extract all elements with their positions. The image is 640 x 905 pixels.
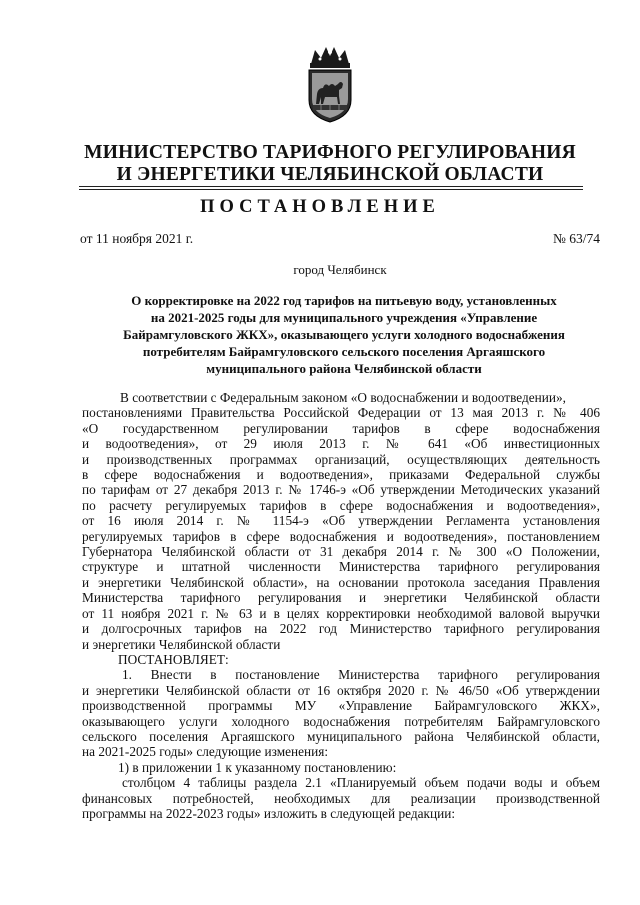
document-type-heading: ПОСТАНОВЛЕНИЕ [200,197,440,217]
resolution-keyword: ПОСТАНОВЛЯЕТ: [118,651,229,667]
body-line: регулируемых тарифов в сфере водоснабжения и водоотведения», постановлением [82,528,600,544]
body-line: 1) в приложении 1 к указанному постановлению: [118,759,397,775]
body-line: Министерства тарифного регулирования и энергетики Челябинской области [82,590,600,606]
body-line: и водоотведения», от 29 июля 2013 г. № 641 «Об инвестиционных [82,436,600,452]
title-line: потребителям Байрамгуловского сельского поселения Аргаяшского [142,344,546,359]
title-line: Байрамгуловского ЖКХ», оказывающего услуги холодного водоснабжения [123,327,565,342]
body-line: от 16 июля 2014 г. № 1154-э «Об утверждении Регламента установления [82,513,600,529]
title-line: муниципального района Челябинской области [206,361,482,376]
body-line: Губернатора Челябинской области от 31 декабря 2014 г. № 300 «О Положении, [82,544,600,560]
title-line: на 2021-2025 годы для муниципального учреждения «Управление [150,310,538,325]
body-line: постановлениями Правительства Российской Федерации от 13 мая 2013 г. № 406 [82,405,600,421]
body-line: в сфере водоснабжения и водоотведения», приказами Федеральной службы [82,467,600,483]
body-line: и энергетики Челябинской области», на основании протокола заседания Правления [82,574,600,590]
body-line: «О государственном регулировании тарифов в сфере водоснабжения [82,420,600,436]
document-date: от 11 ноября 2021 г. [80,231,194,246]
document-city: город Челябинск [293,262,387,277]
body-line: по расчету регулируемых тарифов в сфере водоснабжения и водоотведения», [82,497,600,513]
body-line: на 2021-2025 годы» следующие изменения: [82,744,329,760]
body-line: сельского поселения Аргаяшского муниципального района Челябинской области, [82,728,600,744]
body-line: В соответствии с Федеральным законом «О водоснабжении и водоотведении», [120,390,566,405]
body-line: производственной программы МУ «Управление Байрамгуловского ЖКХ», [82,698,600,714]
document-number: № 63/74 [552,231,600,246]
header-divider-second [79,189,583,190]
ministry-name-line-2: И ЭНЕРГЕТИКИ ЧЕЛЯБИНСКОЙ ОБЛАСТИ [116,164,544,185]
body-line: столбцом 4 таблицы раздела 2.1 «Планируемый объем подачи воды и объем [122,775,600,791]
body-line: структуре и штатной численности Министерства тарифного регулирования [82,559,600,575]
body-line: и энергетики Челябинской области [82,636,281,652]
chelyabinsk-oblast-coat-of-arms-icon [301,44,359,124]
document-title [104,292,584,377]
document-body [82,390,600,821]
body-line: оказывающего услуги холодного водоснабжения потребителям Байрамгуловского [82,713,600,729]
body-line: 1. Внести в постановление Министерства тарифного регулирования [122,667,600,683]
title-line: О корректировке на 2022 год тарифов на питьевую воду, установленных [131,293,557,308]
body-line: и энергетики Челябинской области от 16 октября 2020 г. № 46/50 «Об утверждении [82,682,600,698]
ministry-name-line-1: МИНИСТЕРСТВО ТАРИФНОГО РЕГУЛИРОВАНИЯ [84,142,576,163]
body-line: финансовых потребностей, необходимых для реализации производственной [82,790,600,806]
header-divider [79,186,583,187]
body-line: программы на 2022-2023 годы» изложить в следующей редакции: [82,805,456,821]
body-line: и производственных программах организаций, осуществляющих деятельность [82,451,600,467]
body-line: по тарифам от 27 декабря 2013 г. № 1746-э «Об утверждении Методических указаний [82,482,600,498]
body-line: от 11 ноября 2021 г. № 63 и в целях корректировки необходимой валовой выручки [82,605,600,621]
body-line: и долгосрочных тарифов на 2022 год Министерство тарифного регулирования [82,621,600,637]
